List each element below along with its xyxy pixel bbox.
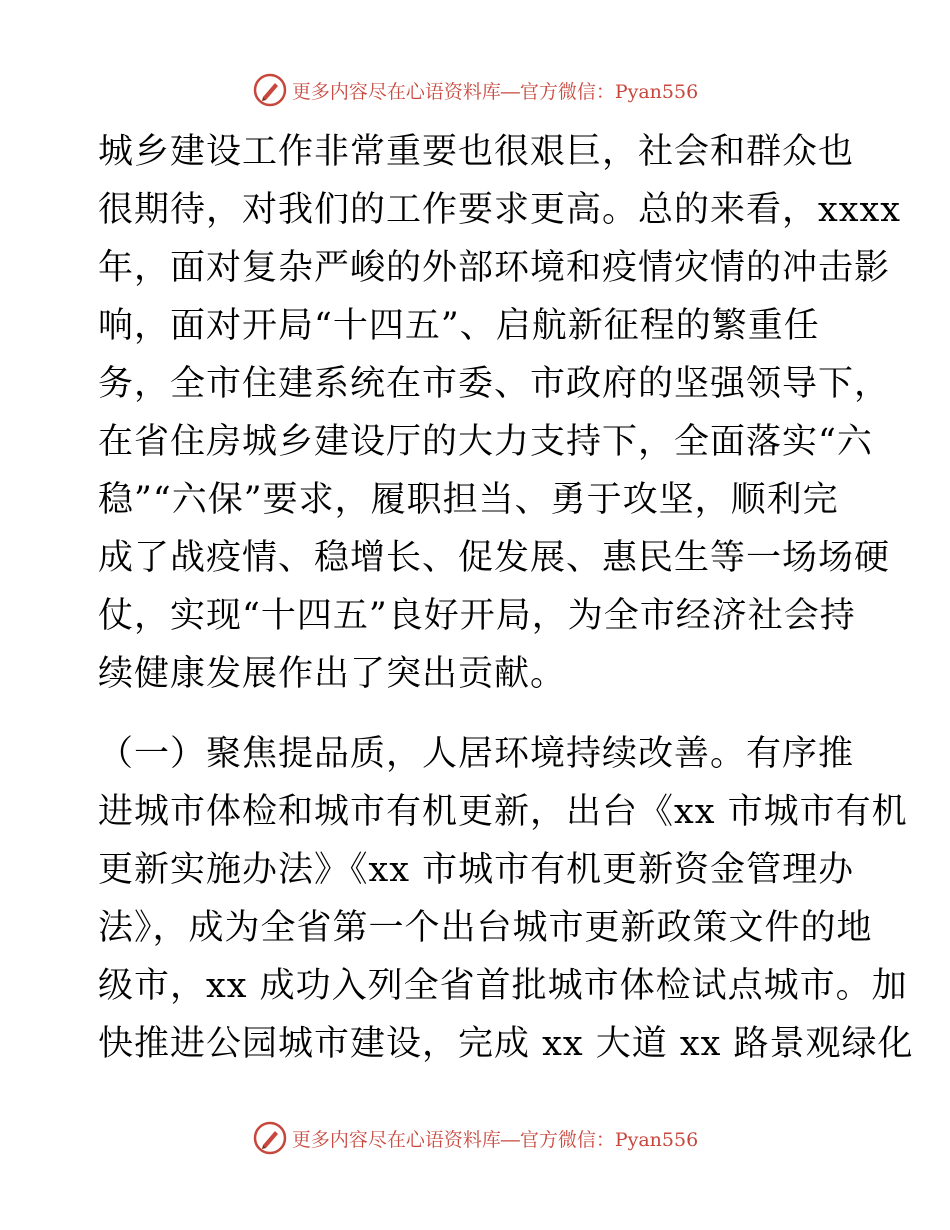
text-line: 仗，实现“十四五”良好开局，为全市经济社会持 — [98, 596, 856, 636]
text-line: 法》，成为全省第一个出台城市更新政策文件的地 — [98, 908, 873, 948]
text-line: 稳”“六保”要求，履职担当、勇于攻坚，顺利完 — [98, 480, 839, 520]
text-line: 续健康发展作出了突出贡献。 — [98, 654, 567, 694]
text-line: 快推进公园城市建设，完成 xx 大道 xx 路景观绿化 — [98, 1024, 914, 1064]
text-line: 务，全市住建系统在市委、市政府的坚强领导下， — [98, 364, 891, 404]
watermark-separator: — — [500, 1129, 520, 1151]
text-line: 成了战疫情、稳增长、促发展、惠民生等一场场硬 — [98, 538, 891, 578]
watermark-separator: — — [500, 81, 520, 103]
footer-watermark — [0, 1118, 950, 1158]
watermark-text: 更多内容尽在心语资料库 — [291, 80, 501, 103]
text-line: 级市，xx 成功入列全省首批城市体检试点城市。加 — [98, 966, 908, 1006]
document-body — [98, 123, 914, 1073]
paragraph-spacer — [98, 703, 858, 725]
pen-logo-icon — [252, 1120, 288, 1156]
text-line: 年，面对复杂严峻的外部环境和疫情灾情的冲击影 — [98, 248, 891, 288]
text-line: 响，面对开局“十四五”、启航新征程的繁重任 — [98, 306, 820, 346]
text-line: 更新实施办法》《xx 市城市有机更新资金管理办 — [98, 850, 855, 890]
text-line: 城乡建设工作非常重要也很艰巨，社会和群众也 — [98, 132, 855, 172]
paragraph-2 — [98, 725, 914, 1073]
text-line: 进城市体检和城市有机更新，出台《xx 市城市有机 — [98, 792, 908, 832]
header-watermark — [0, 70, 950, 110]
paragraph-1 — [98, 123, 901, 703]
watermark-contact: 官方微信：Pyan556 — [519, 1128, 699, 1151]
pen-logo-icon — [252, 72, 288, 108]
text-line: （一）聚焦提品质，人居环境持续改善。有序推 — [98, 734, 855, 774]
text-line: 在省住房城乡建设厅的大力支持下，全面落实“六 — [98, 422, 873, 462]
watermark-contact: 官方微信：Pyan556 — [519, 80, 699, 103]
watermark-text: 更多内容尽在心语资料库 — [291, 1128, 501, 1151]
text-line: 很期待，对我们的工作要求更高。总的来看，xxxx — [98, 190, 901, 230]
